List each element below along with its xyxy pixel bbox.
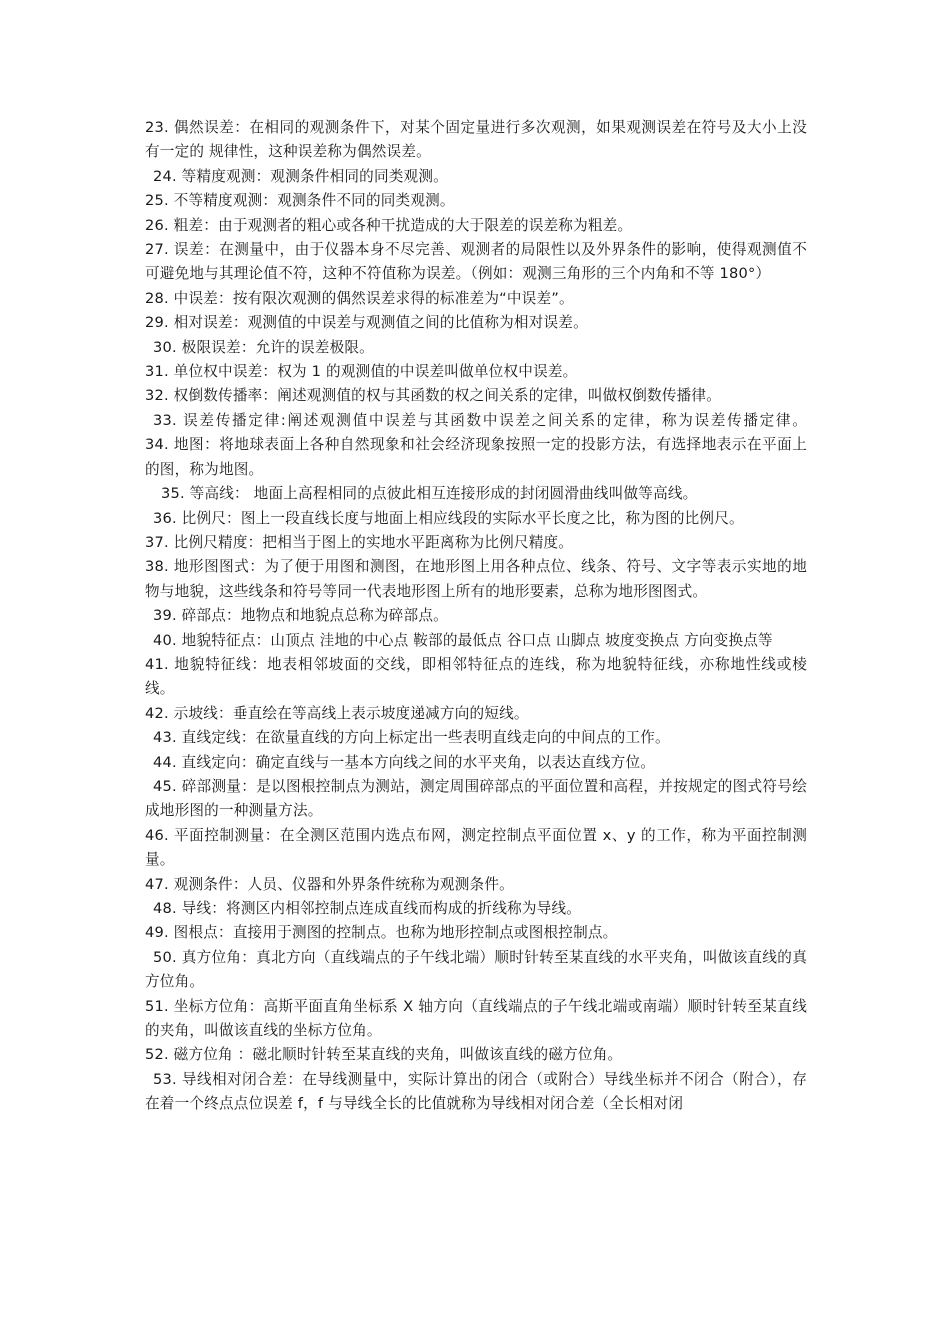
entry-42: 42. 示坡线：垂直绘在等高线上表示坡度递减方向的短线。 (145, 704, 529, 722)
entry-23: 23. 偶然误差：在相同的观测条件下，对某个固定量进行多次观测，如果观测误差在符号及大小上没有一定的 规律性，这种误差称为偶然误差。 (145, 119, 807, 161)
entry-37: 37. 比例尺精度：把相当于图上的实地水平距离称为比例尺精度。 (145, 533, 574, 551)
entry-30: 30. 极限误差：允许的误差极限。 (153, 338, 374, 356)
entry-51: 51. 坐标方位角：高斯平面直角坐标系 X 轴方向（直线端点的子午线北端或南端）顺时针转至某直线的夹角，叫做该直线的坐标方位角。 (145, 997, 807, 1040)
entry-53: 53. 导线相对闭合差：在导线测量中，实际计算出的闭合（或附合）导线坐标并不闭合（附合），存在着一个终点点位误差 f，f 与导线全长的比值就称为导线相对闭合差（全长相对闭 (145, 1070, 807, 1113)
entry-33-34: 33. 误差传播定律:阐述观测值中误差与其函数中误差之间关系的定律，称为误差传播定律。 34. 地图：将地球表面上各种自然现象和社会经济现象按照一定的投影方法，有选择地表示在平面上的图，称为地图。 (145, 411, 890, 478)
entry-41: 41. 地貌特征线：地表相邻坡面的交线，即相邻特征点的连线，称为地貌特征线，亦称地性线或棱线。 (145, 655, 807, 698)
entry-47: 47. 观测条件：人员、仪器和外界条件统称为观测条件。 (145, 875, 514, 893)
entry-35: 35. 等高线： 地面上高程相同的点彼此相互连接形成的封闭圆滑曲线叫做等高线。 (161, 485, 698, 503)
entry-46: 46. 平面控制测量：在全测区范围内选点布网，测定控制点平面位置 x、y 的工作，称为平面控制测量。 (145, 826, 807, 869)
entry-39: 39. 碎部点：地物点和地貌点总称为碎部点。 (153, 607, 448, 625)
entry-24: 24. 等精度观测：观测条件相同的同类观测。 (153, 167, 448, 185)
entry-45: 45. 碎部测量：是以图根控制点为测站，测定周围碎部点的平面位置和高程，并按规定的图式符号绘成地形图的一种测量方法。 (145, 777, 807, 820)
entry-27: 27. 误差：在测量中，由于仪器本身不尽完善、观测者的局限性以及外界条件的影响，使得观测值不可避免地与其理论值不符，这种不符值称为误差。（例如：观测三角形的三个内角和不等 180°） (145, 241, 807, 283)
entry-44: 44. 直线定向：确定直线与一基本方向线之间的水平夹角，以表达直线方位。 (153, 753, 656, 771)
entry-31: 31. 单位权中误差：权为 1 的观测值的中误差叫做单位权中误差。 (145, 363, 578, 381)
entry-40: 40. 地貌特征点：山顶点 洼地的中心点 鞍部的最低点 谷口点 山脚点 坡度变换点 方向变换点等 (153, 631, 773, 649)
entry-29: 29. 相对误差：观测值的中误差与观测值之间的比值称为相对误差。 (145, 314, 588, 332)
entry-43: 43. 直线定线：在欲量直线的方向上标定出一些表明直线走向的中间点的工作。 (153, 729, 670, 747)
entry-36: 36. 比例尺：图上一段直线长度与地面上相应线段的实际水平长度之比，称为图的比例尺。 (153, 509, 744, 527)
entry-52: 52. 磁方位角 ：磁北顺时针转至某直线的夹角，叫做该直线的磁方位角。 (145, 1046, 623, 1064)
entry-49: 49. 图根点：直接用于测图的控制点。也称为地形控制点或图根控制点。 (145, 924, 618, 942)
entry-28: 28. 中误差：按有限次观测的偶然误差求得的标准差为“中误差”。 (145, 289, 574, 307)
entry-32: 32. 权倒数传播率：阐述观测值的权与其函数的权之间关系的定律，叫做权倒数传播律。 (145, 387, 722, 405)
entry-38: 38. 地形图图式：为了便于用图和测图，在地形图上用各种点位、线条、符号、文字等表示实地的地物与地貌，这些线条和符号等同一代表地形图上所有的地形要素，总称为地形图图式。 (145, 558, 807, 600)
document-body (145, 116, 890, 1117)
entry-50: 50. 真方位角：真北方向（直线端点的子午线北端）顺时针转至某直线的水平夹角，叫做该直线的真方位角。 (145, 948, 807, 991)
entry-25: 25. 不等精度观测：观测条件不同的同类观测。 (145, 192, 455, 210)
entry-48: 48. 导线：将测区内相邻控制点连成直线而构成的折线称为导线。 (153, 900, 582, 917)
entry-26: 26. 粗差：由于观测者的粗心或各种干扰造成的大于限差的误差称为粗差。 (145, 216, 633, 234)
